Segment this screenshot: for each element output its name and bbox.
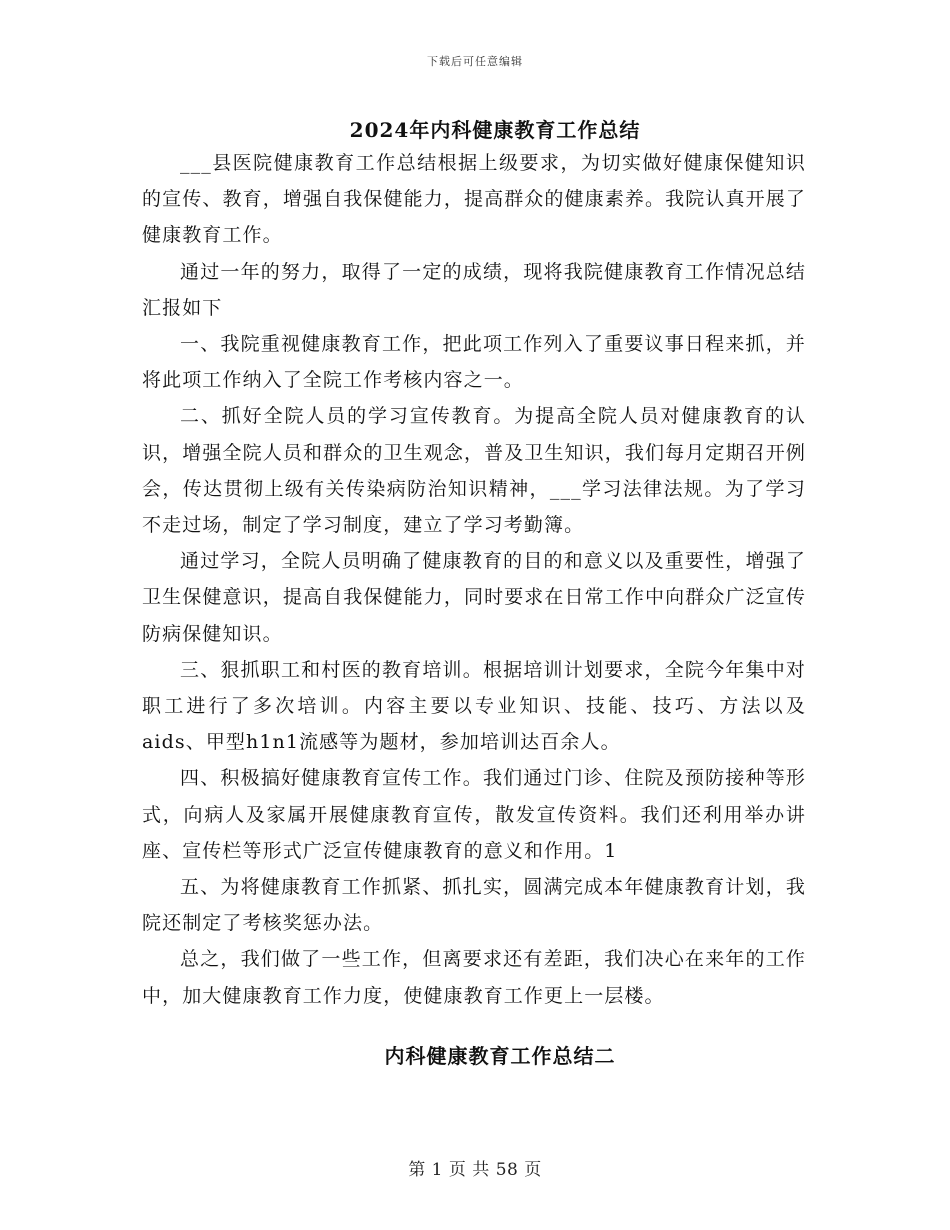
paragraph: 通过学习，全院人员明确了健康教育的目的和意义以及重要性，增强了卫生保健意识，提高自我保健能力，同时要求在日常工作中向群众广泛宣传防病保健知识。 — [142, 550, 806, 645]
paragraph: 三、狠抓职工和村医的教育培训。根据培训计划要求，全院今年集中对职工进行了多次培训。内容主要以专业知识、技能、技巧、方法以及aids、甲型h1n1流感等为题材，参加培训达百余人。 — [142, 658, 806, 754]
section-subtitle: 内科健康教育工作总结二 — [384, 1044, 616, 1068]
paragraph: 五、为将健康教育工作抓紧、抓扎实，圆满完成本年健康教育计划，我院还制定了考核奖惩办法。 — [142, 876, 806, 935]
paragraph: 二、抓好全院人员的学习宣传教育。为提高全院人员对健康教育的认识，增强全院人员和群众的卫生观念，普及卫生知识，我们每月定期召开例会，传达贯彻上级有关传染病防治知识精神，___学习法律法规。为了学习不走过场，制定了学习制度，建立了学习考勤簿。 — [142, 405, 806, 537]
paragraph: ___县医院健康教育工作总结根据上级要求，为切实做好健康保健知识的宣传、教育，增强自我保健能力，提高群众的健康素养。我院认真开展了健康教育工作。 — [142, 152, 806, 247]
paragraph: 一、我院重视健康教育工作，把此项工作列入了重要议事日程来抓，并将此项工作纳入了全院工作考核内容之一。 — [142, 333, 806, 392]
header-note: 下载后可任意编辑 — [427, 55, 523, 68]
page-number: 第 1 页 共 58 页 — [408, 1160, 542, 1180]
paragraph: 通过一年的努力，取得了一定的成绩，现将我院健康教育工作情况总结汇报如下 — [142, 260, 806, 319]
document-title: 2024年内科健康教育工作总结 — [349, 118, 641, 142]
paragraph: 总之，我们做了一些工作，但离要求还有差距，我们决心在来年的工作中，加大健康教育工作力度，使健康教育工作更上一层楼。 — [142, 948, 806, 1007]
paragraph: 四、积极搞好健康教育宣传工作。我们通过门诊、住院及预防接种等形式，向病人及家属开展健康教育宣传，散发宣传资料。我们还利用举办讲座、宣传栏等形式广泛宣传健康教育的意义和作用。1 — [142, 767, 806, 862]
document-body — [142, 145, 806, 1014]
